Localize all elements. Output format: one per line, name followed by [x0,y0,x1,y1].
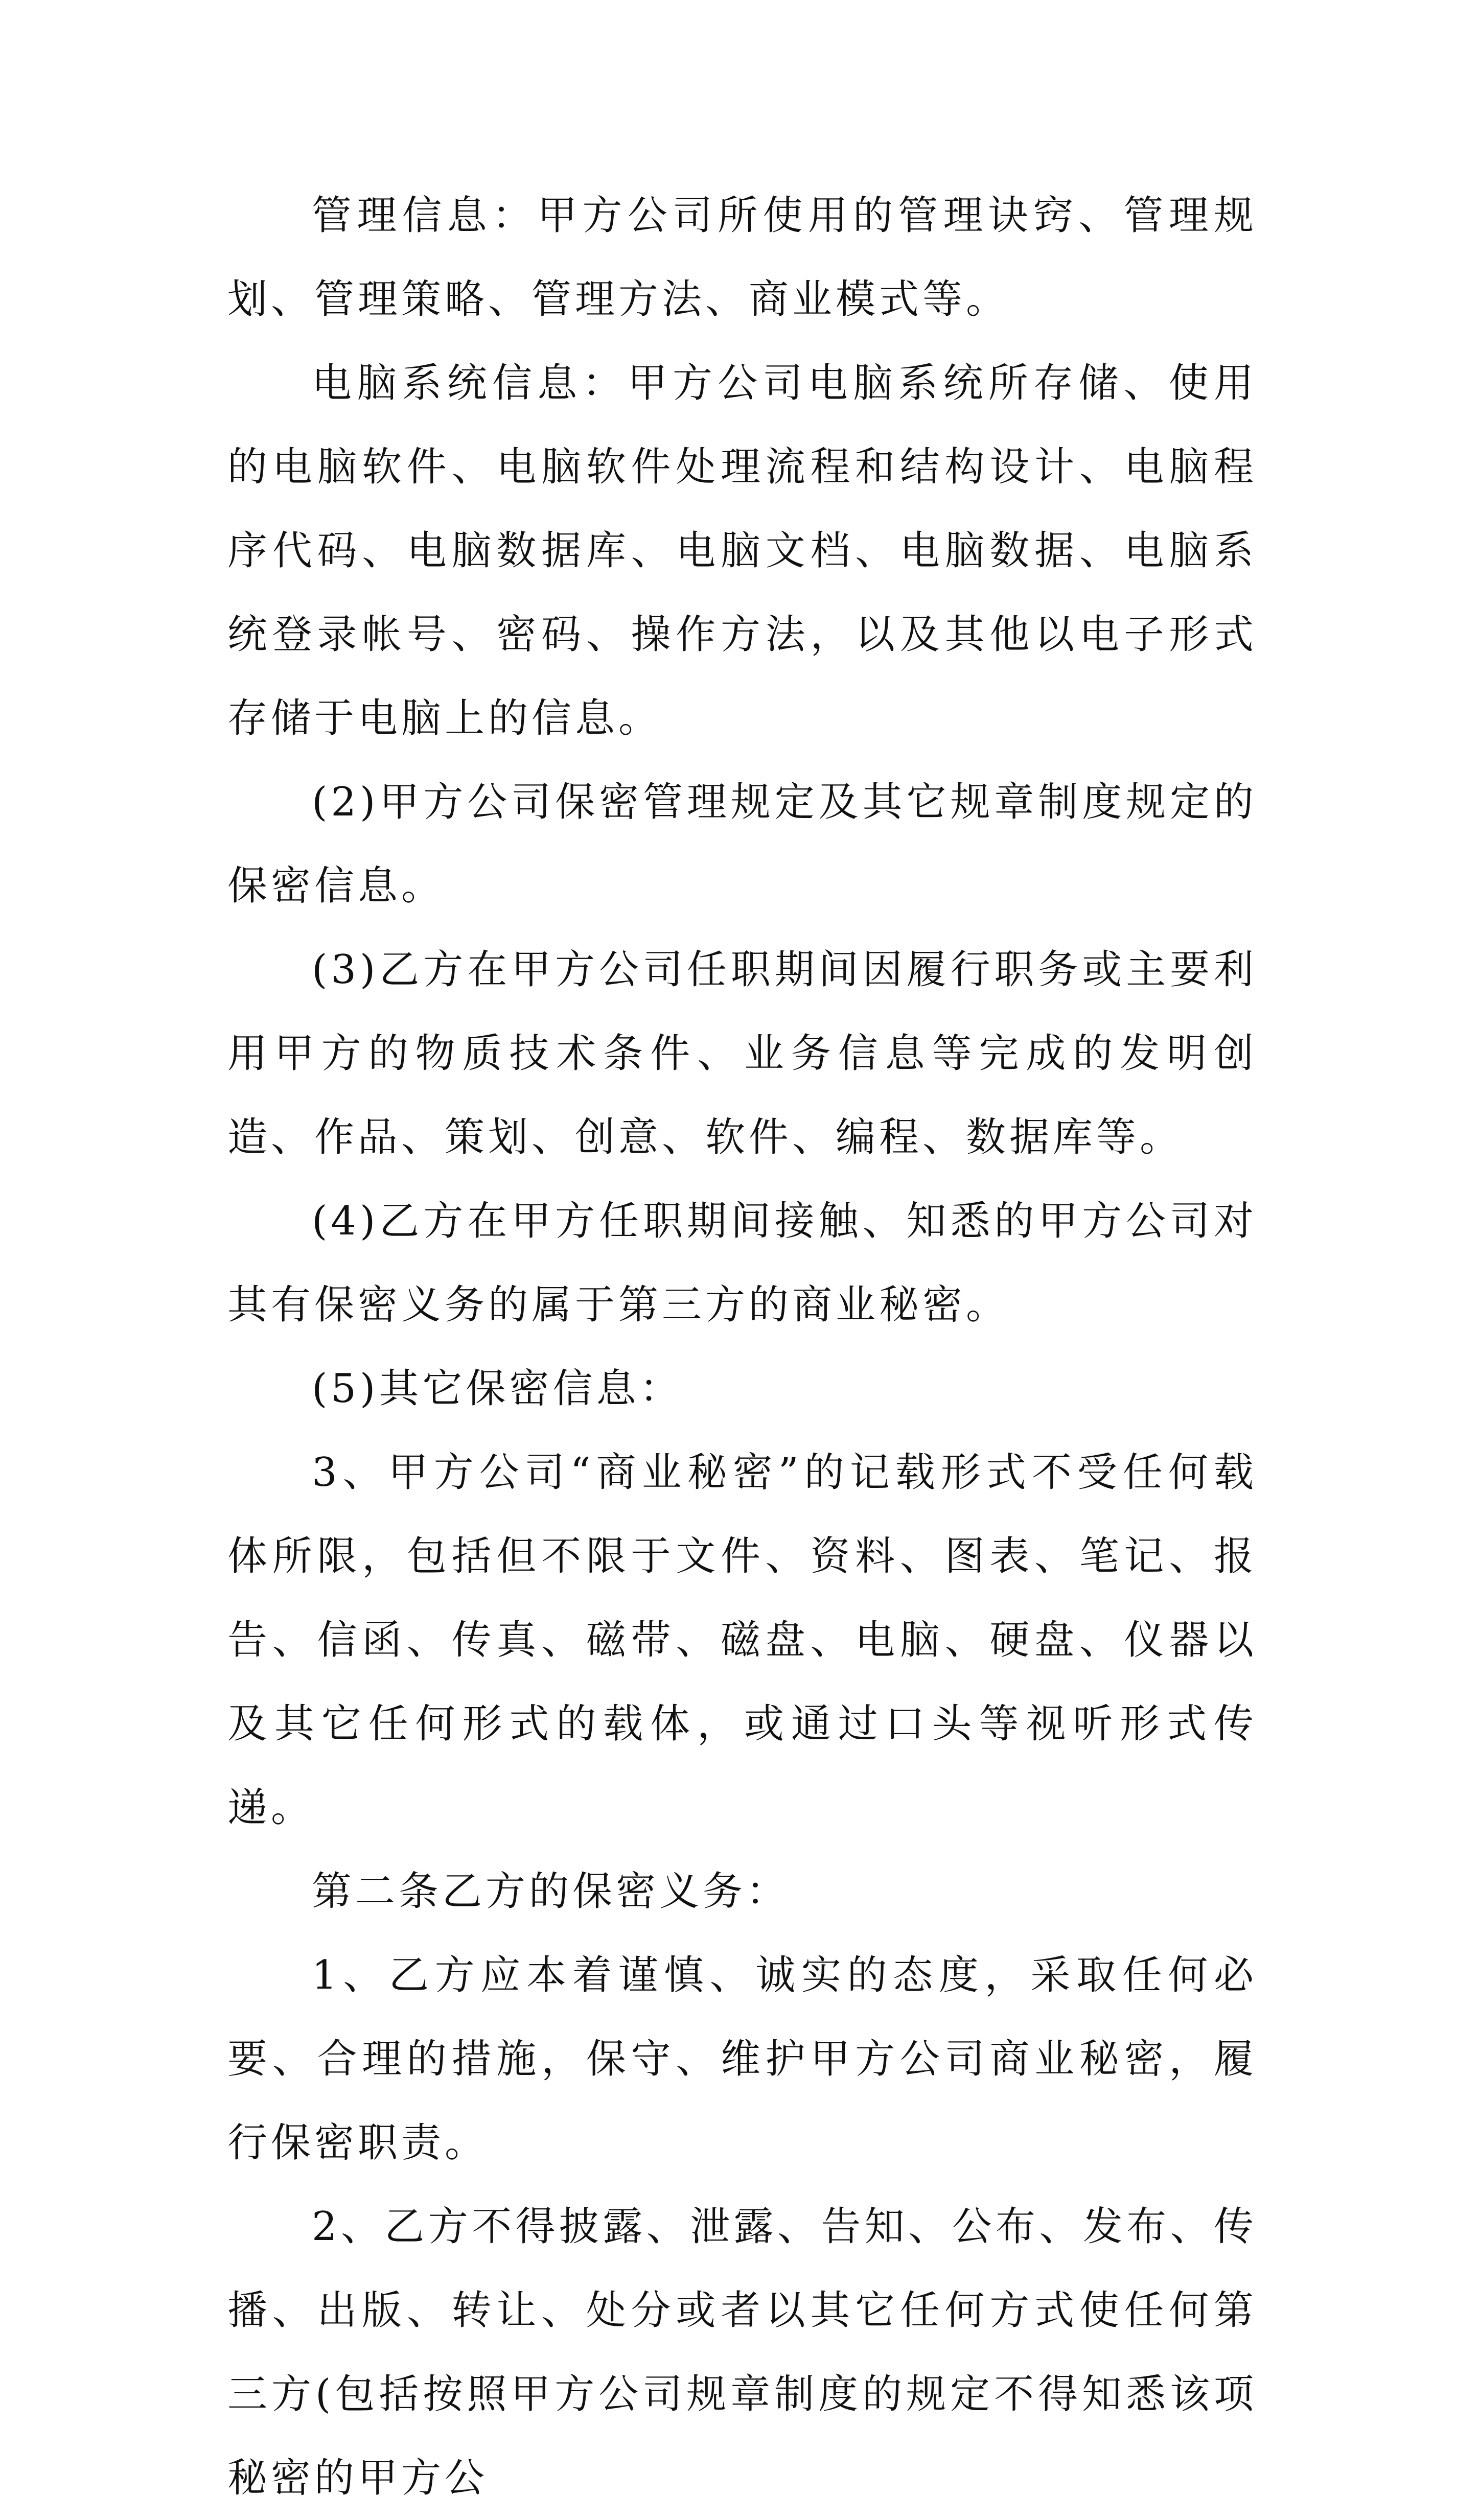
paragraph-clause-3: 3、甲方公司“商业秘密”的记载形式不受任何载体所限，包括但不限于文件、资料、图表、笔记、报告、信函、传真、磁带、磁盘、电脑、硬盘、仪器以及其它任何形式的载体，或通过口头等视听形式传递。 [227,1450,1257,1831]
paragraph-obligation-2: 2、乙方不得披露、泄露、告知、公布、发布、传播、出版、转让、处分或者以其它任何方式使任何第三方(包括按照甲方公司规章制度的规定不得知悉该项秘密的甲方公 [227,2204,1257,2501]
section-heading-article-2: 第二条乙方的保密义务： [312,1869,790,1915]
paragraph-management-info: 管理信息：甲方公司所使用的管理诀窍、管理规划、管理策略、管理方法、商业模式等。 [227,193,1257,322]
document-body [227,174,1257,2520]
paragraph-item-5: (5)其它保密信息： [312,1366,683,1412]
paragraph-obligation-1: 1、乙方应本着谨慎、诚实的态度，采取任何必要、合理的措施，保守、维护甲方公司商业秘密，履行保密职责。 [227,1952,1257,2166]
paragraph-item-2: (2)甲方公司保密管理规定及其它规章制度规定的保密信息。 [227,779,1257,909]
paragraph-item-3: (3)乙方在甲方公司任职期间因履行职务或主要利用甲方的物质技术条件、业务信息等完成的发明创造、作品、策划、创意、软件、编程、数据库等。 [227,947,1257,1160]
paragraph-computer-system-info: 电脑系统信息：甲方公司电脑系统所存储、使用的电脑软件、电脑软件处理流程和结构设计、电脑程序代码、电脑数据库、电脑文档、电脑数据、电脑系统登录帐号、密码、操作方法，以及其他以电子形式存储于电脑上的信息。 [227,360,1257,741]
paragraph-item-4: (4)乙方在甲方任职期间接触、知悉的甲方公司对其有保密义务的属于第三方的商业秘密。 [227,1198,1257,1328]
